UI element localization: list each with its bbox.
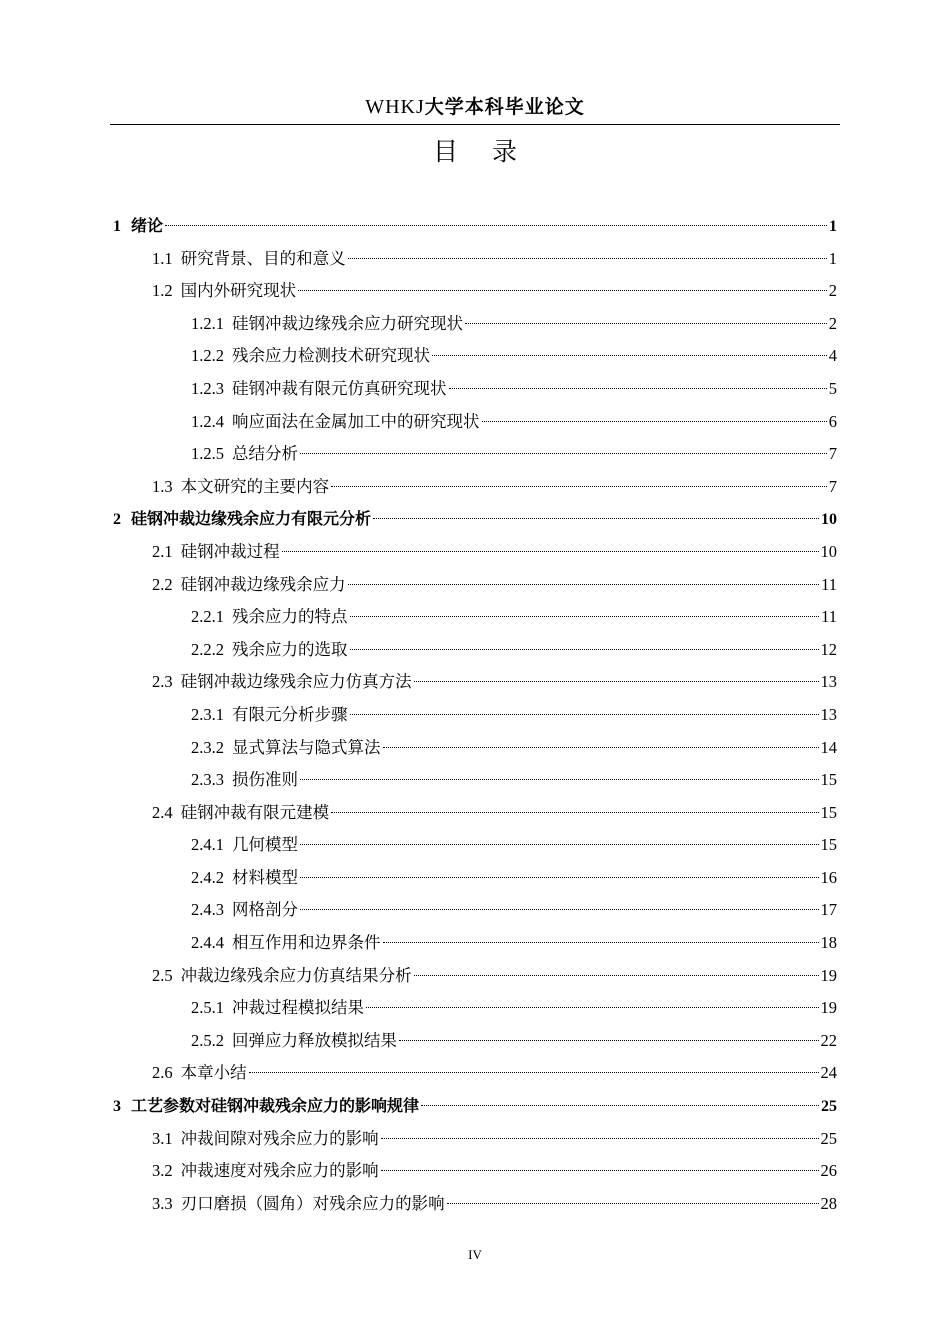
toc-entry[interactable] bbox=[113, 1090, 837, 1123]
running-header bbox=[110, 92, 840, 125]
toc-entry-number: 2.4.3 bbox=[191, 900, 224, 920]
toc-entry-page: 25 bbox=[821, 1098, 837, 1116]
toc-entry-number: 2.5.1 bbox=[191, 998, 224, 1018]
header-university-code: WHKJ bbox=[365, 96, 425, 118]
toc-heading: 目录 bbox=[432, 137, 551, 166]
toc-entry[interactable] bbox=[113, 1188, 837, 1221]
toc-entry[interactable] bbox=[113, 666, 837, 699]
toc-entry-title: 绪论 bbox=[131, 216, 164, 235]
toc-entry[interactable] bbox=[113, 243, 837, 276]
toc-entry[interactable] bbox=[113, 960, 837, 993]
toc-entry[interactable] bbox=[113, 699, 837, 732]
toc-dot-leader bbox=[165, 225, 827, 226]
toc-entry-page: 28 bbox=[820, 1193, 837, 1213]
toc-entry-number: 2.4 bbox=[152, 802, 173, 822]
toc-dot-leader bbox=[298, 290, 827, 291]
toc-entry-title: 硅钢冲裁有限元建模 bbox=[180, 802, 330, 822]
toc-entry-title: 冲裁边缘残余应力仿真结果分析 bbox=[180, 965, 412, 985]
toc-dot-leader bbox=[331, 812, 818, 813]
toc-entry-number: 1.2.1 bbox=[191, 313, 224, 333]
toc-entry[interactable] bbox=[113, 894, 837, 927]
toc-entry-title: 冲裁过程模拟结果 bbox=[232, 998, 364, 1018]
toc-entry-page: 1 bbox=[828, 248, 837, 268]
toc-entry[interactable] bbox=[113, 992, 837, 1025]
toc-entry-page: 19 bbox=[820, 965, 837, 985]
toc-entry[interactable] bbox=[113, 829, 837, 862]
toc-entry[interactable] bbox=[113, 634, 837, 667]
toc-entry-page: 13 bbox=[820, 704, 837, 724]
toc-entry-page: 13 bbox=[820, 672, 837, 692]
toc-entry-title: 硅钢冲裁边缘残余应力研究现状 bbox=[232, 313, 463, 333]
page-number: IV bbox=[468, 1247, 482, 1262]
toc-entry-number: 2.5 bbox=[152, 965, 173, 985]
toc-dot-leader bbox=[383, 942, 819, 943]
toc-entry[interactable] bbox=[113, 927, 837, 960]
toc-entry[interactable] bbox=[113, 862, 837, 895]
toc-entry[interactable] bbox=[113, 1057, 837, 1090]
toc-dot-leader bbox=[300, 909, 819, 910]
toc-entry[interactable] bbox=[113, 275, 837, 308]
toc-entry-number: 2.2 bbox=[152, 574, 173, 594]
toc-entry[interactable] bbox=[113, 1025, 837, 1058]
toc-entry-page: 26 bbox=[820, 1161, 837, 1181]
toc-entry[interactable] bbox=[113, 1155, 837, 1188]
toc-entry-number: 1.2.3 bbox=[191, 378, 224, 398]
toc-dot-leader bbox=[348, 584, 819, 585]
toc-entry-number: 2.3.1 bbox=[191, 704, 224, 724]
toc-dot-leader bbox=[399, 1040, 819, 1041]
toc-entry[interactable] bbox=[113, 1123, 837, 1156]
toc-entry-number: 2.4.2 bbox=[191, 867, 224, 887]
toc-dot-leader bbox=[432, 355, 827, 356]
toc-dot-leader bbox=[482, 421, 827, 422]
toc-entry-title: 研究背景、目的和意义 bbox=[180, 248, 346, 268]
toc-entry-number: 1.3 bbox=[152, 476, 173, 496]
toc-dot-leader bbox=[465, 323, 827, 324]
toc-entry-page: 15 bbox=[820, 835, 837, 855]
toc-entry-title: 冲裁速度对残余应力的影响 bbox=[180, 1161, 379, 1181]
toc-entry-page: 10 bbox=[820, 541, 837, 561]
toc-entry-title: 硅钢冲裁过程 bbox=[180, 541, 280, 561]
toc-entry-page: 1 bbox=[829, 218, 837, 235]
toc-entry-number: 1.2.5 bbox=[191, 444, 224, 464]
toc-entry-title: 硅钢冲裁有限元仿真研究现状 bbox=[232, 378, 447, 398]
toc-entry-page: 16 bbox=[820, 867, 837, 887]
toc-entry-number: 2.4.1 bbox=[191, 835, 224, 855]
toc-entry-title: 几何模型 bbox=[232, 835, 298, 855]
toc-entry-title: 硅钢冲裁边缘残余应力 bbox=[180, 574, 346, 594]
toc-entry-page: 4 bbox=[828, 346, 837, 366]
toc-entry[interactable] bbox=[113, 438, 837, 471]
toc-entry-number: 1.2.4 bbox=[191, 411, 224, 431]
toc-entry-number: 1 bbox=[113, 218, 121, 235]
toc-entry-title: 损伤准则 bbox=[232, 770, 298, 790]
header-thesis-label: 大学本科毕业论文 bbox=[424, 96, 585, 118]
toc-entry-title: 硅钢冲裁边缘残余应力有限元分析 bbox=[131, 509, 372, 529]
toc-entry-number: 1.2 bbox=[152, 281, 173, 301]
toc-entry-number: 2.5.2 bbox=[191, 1030, 224, 1050]
toc-entry-number: 3 bbox=[113, 1098, 121, 1116]
toc-dot-leader bbox=[350, 616, 820, 617]
toc-entry-title: 本文研究的主要内容 bbox=[180, 476, 330, 496]
toc-dot-leader bbox=[414, 975, 819, 976]
toc-entry-number: 2.3.3 bbox=[191, 770, 224, 790]
toc-dot-leader bbox=[383, 747, 819, 748]
toc-entry-page: 5 bbox=[828, 378, 837, 398]
toc-entry-page: 18 bbox=[820, 933, 837, 953]
toc-entry-title: 响应面法在金属加工中的研究现状 bbox=[232, 411, 480, 431]
toc-entry-title: 冲裁间隙对残余应力的影响 bbox=[180, 1128, 379, 1148]
toc-entry-title: 残余应力的选取 bbox=[232, 639, 348, 659]
toc-entry-number: 1.1 bbox=[152, 248, 173, 268]
toc-dot-leader bbox=[300, 779, 819, 780]
toc-entry[interactable] bbox=[113, 536, 837, 569]
toc-entry-page: 24 bbox=[820, 1063, 837, 1083]
toc-dot-leader bbox=[421, 1105, 819, 1106]
toc-entry-number: 2.2.2 bbox=[191, 639, 224, 659]
toc-entry-page: 15 bbox=[820, 770, 837, 790]
toc-entry-title: 残余应力的特点 bbox=[232, 607, 348, 627]
toc-entry-title: 硅钢冲裁边缘残余应力仿真方法 bbox=[180, 672, 412, 692]
toc-entry[interactable] bbox=[113, 406, 837, 439]
toc-dot-leader bbox=[449, 388, 827, 389]
toc-entry[interactable] bbox=[113, 340, 837, 373]
toc-entry-number: 2.1 bbox=[152, 541, 173, 561]
toc-entry-title: 相互作用和边界条件 bbox=[232, 933, 381, 953]
toc-entry-title: 网格剖分 bbox=[232, 900, 298, 920]
toc-entry-page: 2 bbox=[828, 281, 837, 301]
toc-entry[interactable] bbox=[113, 471, 837, 504]
toc-entry-number: 2.3 bbox=[152, 672, 173, 692]
toc-entry-page: 7 bbox=[828, 476, 837, 496]
toc-entry-number: 1.2.2 bbox=[191, 346, 224, 366]
toc-entry-number: 3.2 bbox=[152, 1161, 173, 1181]
toc-entry-title: 显式算法与隐式算法 bbox=[232, 737, 381, 757]
toc-entry-number: 2.6 bbox=[152, 1063, 173, 1083]
toc-entry-page: 17 bbox=[820, 900, 837, 920]
toc-entry[interactable] bbox=[113, 569, 837, 602]
toc-entry[interactable] bbox=[113, 601, 837, 634]
toc-entry-page: 15 bbox=[820, 802, 837, 822]
toc-entry-page: 10 bbox=[821, 511, 837, 529]
toc-dot-leader bbox=[300, 453, 827, 454]
toc-dot-leader bbox=[348, 258, 827, 259]
toc-dot-leader bbox=[249, 1072, 819, 1073]
toc-entry-title: 回弹应力释放模拟结果 bbox=[232, 1030, 397, 1050]
toc-dot-leader bbox=[414, 681, 819, 682]
toc-entry-number: 3.1 bbox=[152, 1128, 173, 1148]
toc-entry[interactable] bbox=[113, 308, 837, 341]
toc-entry[interactable] bbox=[113, 503, 837, 536]
toc-entry-title: 有限元分析步骤 bbox=[232, 704, 348, 724]
toc-entry[interactable] bbox=[113, 797, 837, 830]
toc-dot-leader bbox=[381, 1138, 819, 1139]
toc-entry-page: 25 bbox=[820, 1128, 837, 1148]
toc-dot-leader bbox=[366, 1007, 819, 1008]
toc-entry-number: 2.3.2 bbox=[191, 737, 224, 757]
toc-entry-number: 3.3 bbox=[152, 1193, 173, 1213]
toc-entry[interactable] bbox=[113, 764, 837, 797]
toc-entry[interactable] bbox=[113, 373, 837, 406]
toc-entry-page: 7 bbox=[828, 444, 837, 464]
toc-dot-leader bbox=[350, 714, 819, 715]
toc-entry-page: 12 bbox=[820, 639, 837, 659]
toc-entry-page: 6 bbox=[828, 411, 837, 431]
toc-entry-title: 刃口磨损（圆角）对残余应力的影响 bbox=[180, 1193, 445, 1213]
toc-entry-page: 11 bbox=[821, 574, 837, 594]
toc-dot-leader bbox=[331, 486, 827, 487]
toc-dot-leader bbox=[350, 649, 819, 650]
toc-entry-page: 19 bbox=[820, 998, 837, 1018]
toc-entry[interactable] bbox=[113, 732, 837, 765]
toc-entry-title: 国内外研究现状 bbox=[180, 281, 297, 301]
toc-dot-leader bbox=[381, 1170, 819, 1171]
toc-entry[interactable] bbox=[113, 210, 837, 243]
toc-dot-leader bbox=[447, 1203, 819, 1204]
toc-entry-title: 总结分析 bbox=[232, 444, 298, 464]
toc-dot-leader bbox=[282, 551, 819, 552]
toc-entry-page: 22 bbox=[820, 1030, 837, 1050]
toc-entry-number: 2.2.1 bbox=[191, 607, 224, 627]
toc-dot-leader bbox=[300, 877, 819, 878]
toc-entry-title: 工艺参数对硅钢冲裁残余应力的影响规律 bbox=[131, 1096, 420, 1116]
toc-entry-page: 2 bbox=[828, 313, 837, 333]
toc-entry-title: 残余应力检测技术研究现状 bbox=[232, 346, 430, 366]
toc-entry-title: 材料模型 bbox=[232, 867, 298, 887]
table-of-contents bbox=[113, 210, 837, 1220]
toc-entry-number: 2 bbox=[113, 511, 121, 529]
toc-dot-leader bbox=[373, 518, 819, 519]
toc-entry-number: 2.4.4 bbox=[191, 933, 224, 953]
toc-entry-title: 本章小结 bbox=[180, 1063, 247, 1083]
toc-dot-leader bbox=[300, 844, 819, 845]
toc-entry-page: 14 bbox=[820, 737, 837, 757]
toc-entry-page: 11 bbox=[821, 607, 837, 627]
